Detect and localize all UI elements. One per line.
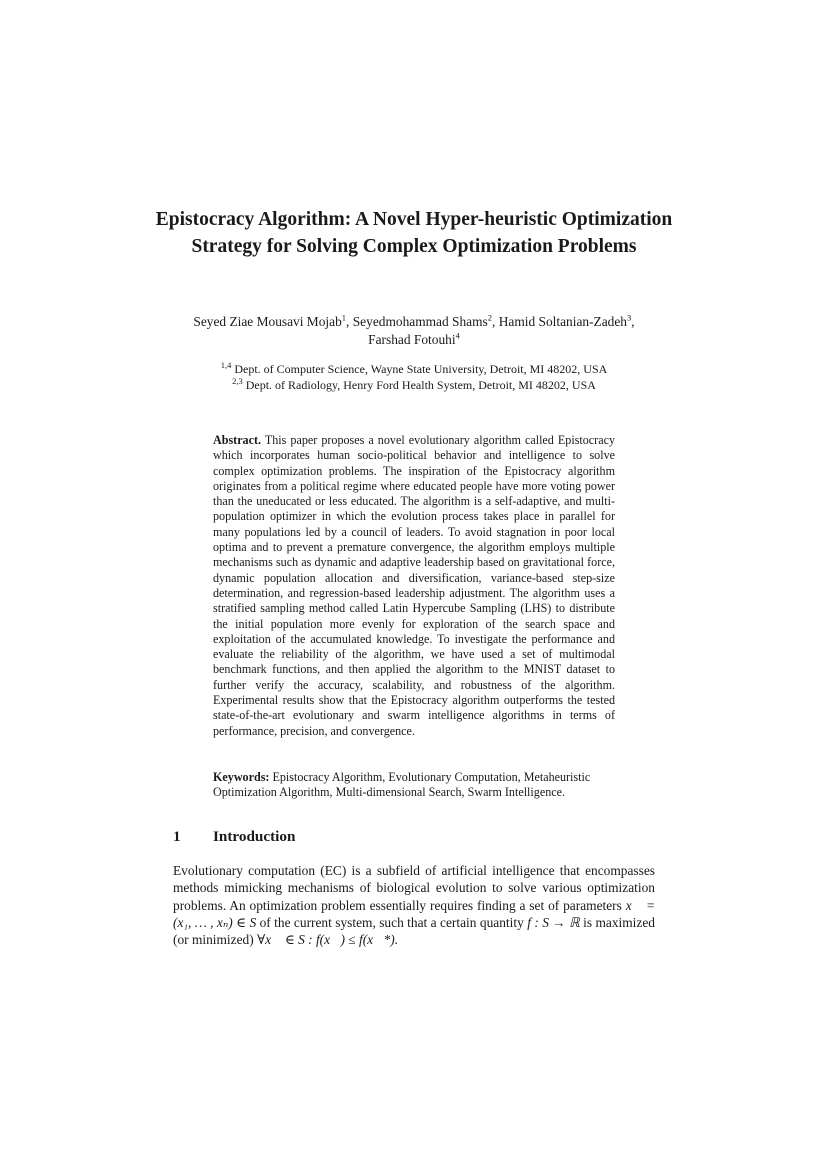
author-name: Seyedmohammad Shams <box>352 314 488 329</box>
author-name: Seyed Ziae Mousavi Mojab <box>193 314 342 329</box>
section-number: 1 <box>173 828 181 845</box>
author-superscript: 3 <box>627 312 632 323</box>
affiliation-superscript: 1,4 <box>220 360 232 370</box>
intro-text: is maximized (or minimized) <box>173 914 655 948</box>
abstract-label: Abstract. <box>213 433 262 447</box>
intro-paragraph <box>173 862 655 948</box>
keywords-text: Epistocracy Algorithm, Evolutionary Computation, Metaheuristic Optimization Algorithm, Multi-dimensional Search, Swarm Intelligence. <box>213 770 591 800</box>
affiliation-text: Dept. of Radiology, Henry Ford Health System, Detroit, MI 48202, USA <box>245 377 596 392</box>
author-name: Hamid Soltanian-Zadeh <box>498 314 627 329</box>
math-expression: ∀x⃗ ∈ S : f(x⃗) ≤ f(x⃗*). <box>257 932 399 948</box>
keywords-label: Keywords: <box>213 770 270 784</box>
affiliation-superscript: 2,3 <box>232 375 243 386</box>
section-heading <box>173 827 653 847</box>
author-list: Seyed Ziae Mousavi Mojab$^1$, Seyedmohammad Shams$^2$, Hamid Soltanian-Zadeh$^3$, Farshad Fotouhi$^4$ <box>193 312 635 347</box>
affiliation-text: Dept. of Computer Science, Wayne State University, Detroit, MI 48202, USA <box>234 362 608 376</box>
paper-title: Epistocracy Algorithm: A Novel Hyper-heuristic Optimization Strategy for Solving Complex Optimization Problems <box>155 209 673 257</box>
math-expression: f : S → ℝ <box>527 914 580 930</box>
intro-text: Evolutionary computation (EC) is a subfield of artificial intelligence that encompasses methods mimicking mechanisms of biological evolution to solve various optimization problems. An optimization problem essentially requires finding a set of parameters <box>173 863 655 913</box>
author-superscript: 4 <box>455 330 460 341</box>
author-superscript: 2 <box>487 312 492 323</box>
keywords <box>213 770 615 801</box>
intro-text: of the current system, such that a certain quantity <box>259 914 524 930</box>
affiliation-list <box>150 362 678 393</box>
section-title: Introduction <box>213 828 296 845</box>
abstract-text: This paper proposes a novel evolutionary algorithm called Epistocracy which incorporates human socio-political behavior and intelligence to solve complex optimization problems. The inspiration of the Epistocracy algorithm originates from a political regime where educated people have more voting power than the uneducated or less educated. The algorithm is a self-adaptive, and multi-population optimizer in which the evolution process takes place in parallel for many populations led by a council of leaders. To avoid stagnation in poor local optima and to prevent a premature convergence, the algorithm employs multiple mechanisms such as dynamic and adaptive leadership based on gravitational force, dynamic population allocation and diversification, variance-based step-size determination, and regression-based leadership adjustment. The algorithm uses a stratified sampling method called Latin Hypercube Sampling (LHS) to distribute the initial population more evenly for exploration of the search space and exploitation of the accumulated knowledge. To investigate the performance and evaluate the reliability of the algorithm, we have used a set of multimodal benchmark functions, and then applied the algorithm to the MNIST dataset to further verify the accuracy, scalability, and robustness of the algorithm. Experimental results show that the Epistocracy algorithm outperforms the tested state-of-the-art evolutionary and swarm intelligence algorithms in terms of performance, precision, and convergence. <box>213 433 615 738</box>
affiliation <box>150 375 678 394</box>
math-expression: x⃗ = (x₁, … , xₙ) ∈ S <box>173 897 655 930</box>
author-name: Farshad Fotouhi <box>368 332 456 347</box>
author-superscript: 1 <box>341 312 347 323</box>
abstract <box>213 433 615 739</box>
affiliation <box>150 362 678 378</box>
